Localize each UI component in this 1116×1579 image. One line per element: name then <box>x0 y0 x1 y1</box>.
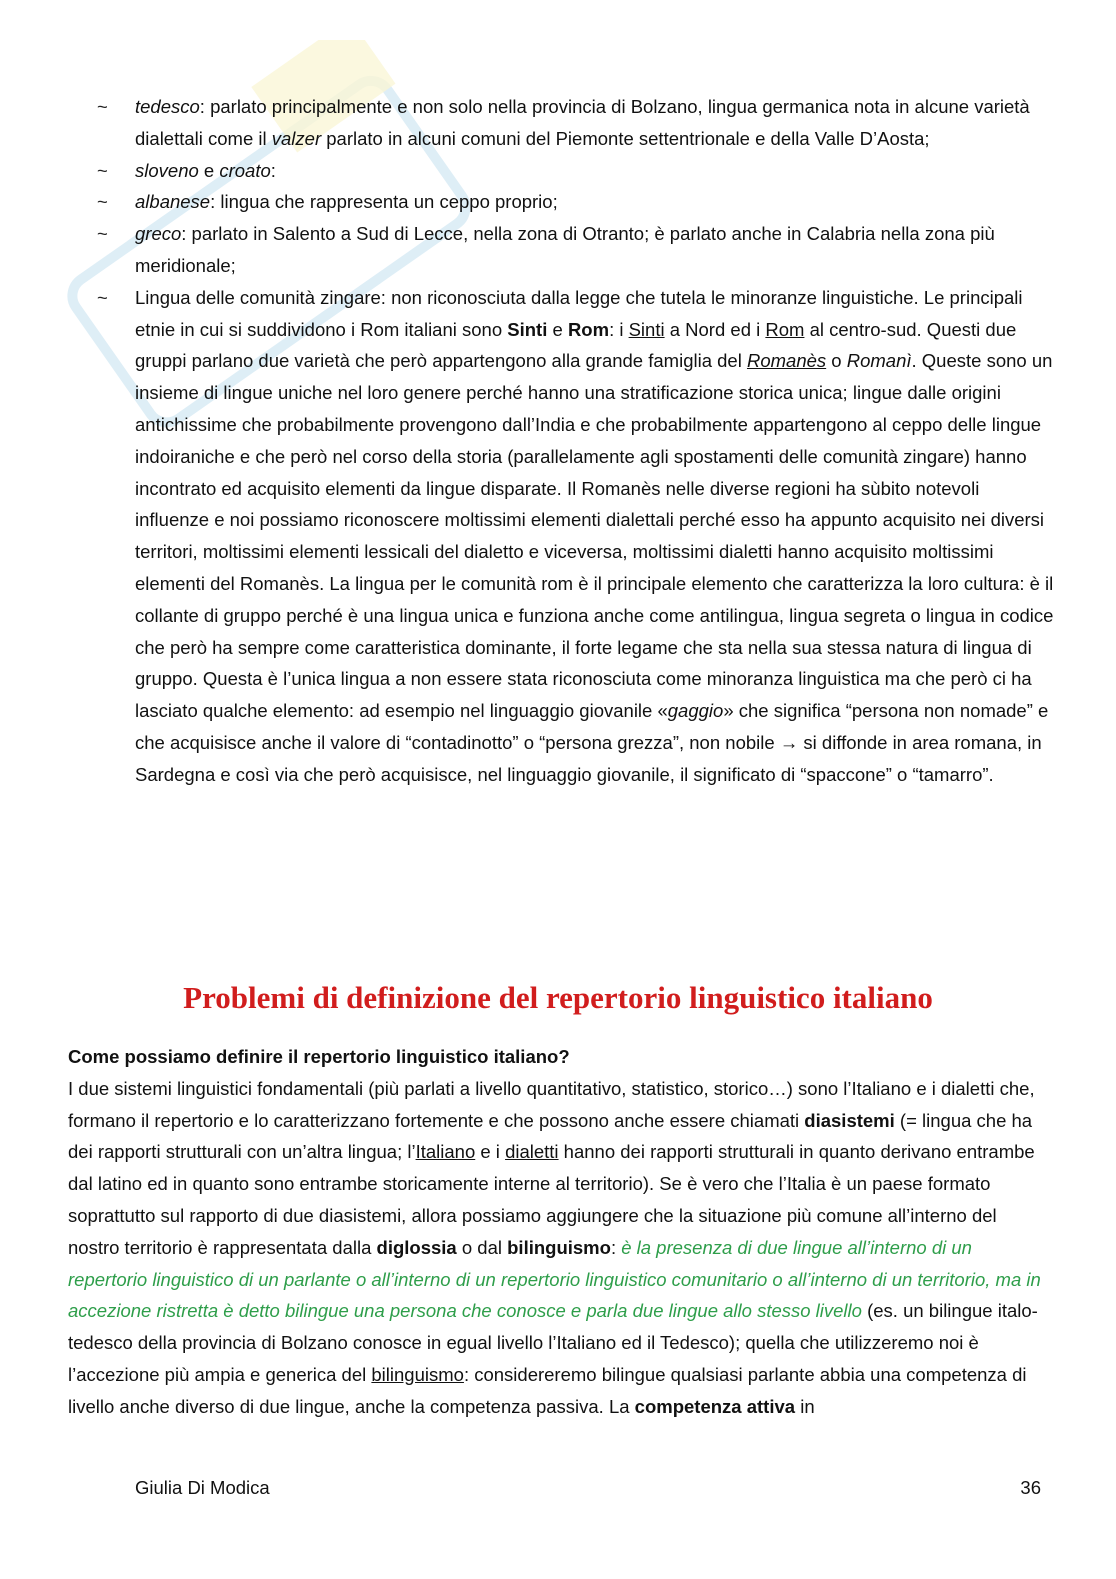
list-item: ~ Lingua delle comunità zingare: non riconosciuta dalla legge che tutela le minoranze linguistiche. Le principali etnie in cui si suddividono i Rom italiani sono Sinti e Rom: i Sinti a Nord ed i Rom al centro-sud. Questi due gruppi parlano due varietà che però appartengono alla grande famiglia del Romanès o Romanì. Queste sono un insieme di lingue uniche nel loro genere perché hanno una stratificazione storica unica; lingue dalle origini antichissime che probabilmente provengono dall’India e che probabilmente appartengono al ceppo delle lingue indoiraniche e che però nel corso della storia (parallelamente agli spostamenti delle comunità zingare) hanno incontrato ed acquisito elementi da lingue disparate. Il Romanès nelle diverse regioni ha sùbito notevoli influenze e noi possiamo riconoscere moltissimi elementi dialettali perché esso ha appunto acquisito nei diversi territori, moltissimi elementi lessicali del dialetto e viceversa, moltissimi dialetti hanno acquisito moltissimi elementi del Romanès. La lingua per le comunità rom è il principale elemento che caratterizza la loro cultura: è il collante di gruppo perché è una lingua unica e funziona anche come antilingua, lingua segreta o lingua in codice che però ha sempre come caratteristica dominante, il forte legame che sta nella sua stessa natura di lingua di gruppo. Questa è l’unica lingua a non essere stata riconosciuta come minoranza linguistica ma che però ci ha lasciato qualche elemento: ad esempio nel linguaggio giovanile «gaggio» che significa “persona non nomade” e che acquisisce anche il valore di “contadinotto” o “persona grezza”, non nobile → si diffonde in area romana, in Sardegna e così via che però acquisisce, nel linguaggio giovanile, il significato di “spaccone” o “tamarro”. <box>97 282 1057 791</box>
list-item: ~ tedesco: parlato principalmente e non solo nella provincia di Bolzano, lingua germanica nota in alcune varietà dialettali come il valzer parlato in alcuni comuni del Piemonte settentrionale e della Valle D’Aosta; <box>97 91 1057 155</box>
section-body <box>68 1041 1053 1423</box>
paragraph: I due sistemi linguistici fondamentali (più parlati a livello quantitativo, statistico, storico…) sono l’Italiano e i dialetti che, formano il repertorio e lo caratterizzano fortemente e che possono anche essere chiamati diasistemi (= lingua che ha dei rapporti strutturali con un’altra lingua; l’Italiano e i dialetti hanno dei rapporti strutturali in quanto derivano entrambe dal latino ed in quanto sono entrambe storicamente interne al territorio). Se è vero che l’Italia è un paese formato soprattutto sul rapporto di due diasistemi, allora possiamo aggiungere che la situazione più comune all’interno del nostro territorio è rappresentata dalla diglossia o dal bilinguismo: è la presenza di due lingue all’interno di un repertorio linguistico di un parlante o all’interno di un repertorio linguistico comunitario o all’interno di un territorio, ma in accezione ristretta è detto bilingue una persona che conosce e parla due lingue allo stesso livello (es. un bilingue italo-tedesco della provincia di Bolzano conosce in egual livello l’Italiano ed il Tedesco); quella che utilizzeremo noi è l’accezione più ampia e generica del bilinguismo: considereremo bilingue qualsiasi parlante abbia una competenza di livello anche diverso di due lingue, anche la competenza passiva. La competenza attiva in <box>68 1077 1041 1417</box>
minority-language-list <box>97 91 1057 791</box>
tilde-bullet-icon: ~ <box>97 96 108 117</box>
question-heading: Come possiamo definire il repertorio linguistico italiano? <box>68 1046 570 1067</box>
section-title: Problemi di definizione del repertorio linguistico italiano <box>183 980 933 1015</box>
list-item: ~ greco: parlato in Salento a Sud di Lecce, nella zona di Otranto; è parlato anche in Calabria nella zona più meridionale; <box>97 218 1057 282</box>
definition-highlight: è la presenza di due lingue all’interno di un repertorio linguistico di un parlante o all’interno di un repertorio linguistico comunitario o all’interno di un territorio, ma in accezione ristretta è detto bilingue una persona che conosce e parla due lingue allo stesso livello <box>68 1236 1041 1322</box>
tilde-bullet-icon: ~ <box>97 191 108 213</box>
tilde-bullet-icon: ~ <box>97 223 108 245</box>
tilde-bullet-icon: ~ <box>97 286 108 308</box>
page-number: 36 <box>1020 1477 1041 1498</box>
footer-author: Giulia Di Modica <box>135 1477 270 1498</box>
list-item: ~ sloveno e croato: <box>97 155 1057 187</box>
list-item: ~ albanese: lingua che rappresenta un ceppo proprio; <box>97 186 1057 218</box>
tilde-bullet-icon: ~ <box>97 159 108 181</box>
